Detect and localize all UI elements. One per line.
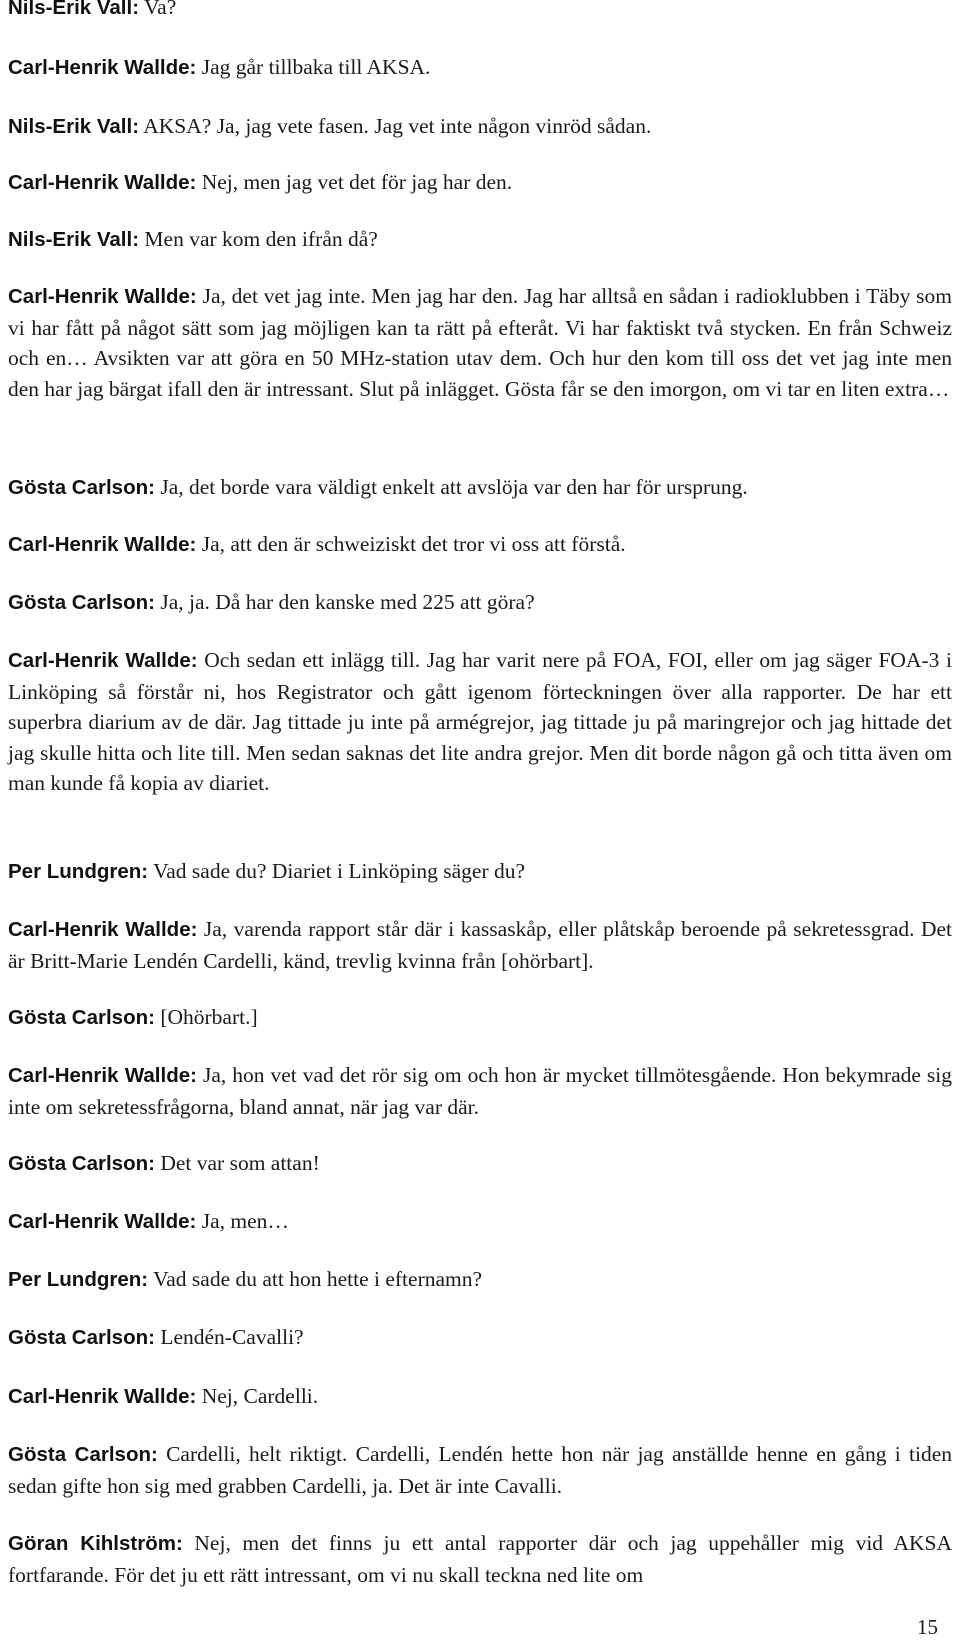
utterance-text: Och sedan ett inlägg till. Jag har varit nere på FOA, FOI, eller om jag säger FOA-3 i Linköping så förstår ni, hos Registrator och gått igenom förteckningen över alla rapporter. De har ett superbra diarium av de där. Jag tittade ju inte på armégrejor, jag tittade ju på maringrejor och jag hittade det jag skulle hitta och lite till. Men sedan saknas det lite andra grejor. Men dit borde någon gå och titta även om man kunde få kopia av diariet.	[8, 648, 952, 795]
transcript-entry	[8, 1439, 952, 1501]
speaker-name: Nils-Erik Vall:	[8, 0, 140, 19]
utterance-text: Vad sade du? Diariet i Linköping säger du?	[153, 859, 526, 883]
transcript-entry	[8, 1002, 952, 1034]
utterance-text: Nej, men det finns ju ett antal rapporter där och jag uppehåller mig vid AKSA fortfarande. För det ju ett rätt intressant, om vi nu skall teckna ned lite om	[8, 1531, 953, 1587]
speaker-name: Per Lundgren:	[8, 860, 149, 883]
utterance-text: Jag går tillbaka till AKSA.	[201, 55, 431, 79]
transcript-entry	[8, 1528, 952, 1590]
speaker-name: Carl-Henrik Wallde:	[8, 649, 198, 672]
utterance-text: Cardelli, helt riktigt. Cardelli, Lendén hette hon när jag anställde henne en gång i tiden sedan gifte hon sig med grabben Cardelli, ja. Det är inte Cavalli.	[8, 1442, 952, 1498]
transcript-entry	[8, 645, 952, 799]
utterance-text: Ja, att den är schweiziskt det tror vi oss att förstå.	[201, 532, 626, 556]
speaker-name: Carl-Henrik Wallde:	[8, 533, 197, 556]
utterance-text: Ja, varenda rapport står där i kassaskåp, eller plåtskåp beroende på sekretessgrad. Det är Britt-Marie Lendén Cardelli, känd, trevlig kvinna från [ohörbart].	[8, 917, 952, 973]
transcript-entry	[8, 529, 952, 561]
transcript-entry	[8, 914, 952, 976]
utterance-text: Lendén-Cavalli?	[160, 1325, 304, 1349]
transcript-entry	[8, 0, 952, 24]
speaker-name: Göran Kihlström:	[8, 1532, 183, 1555]
page-number: 15	[917, 1615, 938, 1639]
transcript-entry	[8, 52, 952, 84]
utterance-text: Ja, ja. Då har den kanske med 225 att göra?	[160, 590, 535, 614]
transcript-entry	[8, 1148, 952, 1180]
transcript-entry	[8, 1381, 952, 1413]
utterance-text: Det var som attan!	[160, 1151, 320, 1175]
utterance-text: Ja, det borde vara väldigt enkelt att avslöja var den har för ursprung.	[160, 475, 748, 499]
utterance-text: Va?	[144, 0, 177, 19]
speaker-name: Gösta Carlson:	[8, 1443, 158, 1466]
transcript-entry	[8, 111, 952, 143]
speaker-name: Carl-Henrik Wallde:	[8, 56, 197, 79]
transcript-entry	[8, 1322, 952, 1354]
speaker-name: Per Lundgren:	[8, 1268, 149, 1291]
speaker-name: Gösta Carlson:	[8, 591, 155, 614]
speaker-name: Carl-Henrik Wallde:	[8, 1210, 197, 1233]
speaker-name: Carl-Henrik Wallde:	[8, 171, 197, 194]
utterance-text: Ja, men…	[201, 1209, 289, 1233]
speaker-name: Carl-Henrik Wallde:	[8, 918, 198, 941]
utterance-text: AKSA? Ja, jag vete fasen. Jag vet inte någon vinröd sådan.	[143, 114, 652, 138]
speaker-name: Nils-Erik Vall:	[8, 228, 140, 251]
utterance-text: Ja, det vet jag inte. Men jag har den. Jag har alltså en sådan i radioklubben i Täby som vi har fått på något sätt som jag möjligen kan ta rätt på efteråt. Vi har faktiskt två stycken. En från Schweiz och en… Avsikten var att göra en 50 MHz-station utav dem. Och hur den kom till oss det vet jag inte men den har jag bärgat ifall den är intressant. Slut på inlägget. Gösta får se den imorgon, om vi tar en liten extra…	[8, 284, 952, 401]
transcript-entry	[8, 472, 952, 504]
utterance-text: [Ohörbart.]	[160, 1005, 258, 1029]
utterance-text: Men var kom den ifrån då?	[144, 227, 378, 251]
transcript-entry	[8, 167, 952, 199]
utterance-text: Nej, men jag vet det för jag har den.	[201, 170, 513, 194]
transcript-entry	[8, 1206, 952, 1238]
document-page	[8, 0, 952, 1647]
transcript-entry	[8, 587, 952, 619]
utterance-text: Ja, hon vet vad det rör sig om och hon är mycket tillmötesgående. Hon bekymrade sig inte om sekretessfrågorna, bland annat, när jag var där.	[8, 1063, 952, 1119]
speaker-name: Carl-Henrik Wallde:	[8, 1064, 197, 1087]
speaker-name: Gösta Carlson:	[8, 1326, 155, 1349]
speaker-name: Gösta Carlson:	[8, 476, 155, 499]
transcript-entry	[8, 281, 952, 404]
utterance-text: Vad sade du att hon hette i efternamn?	[153, 1267, 483, 1291]
transcript-entry	[8, 1264, 952, 1296]
transcript-entry	[8, 856, 952, 888]
speaker-name: Gösta Carlson:	[8, 1006, 155, 1029]
speaker-name: Nils-Erik Vall:	[8, 115, 140, 138]
speaker-name: Carl-Henrik Wallde:	[8, 1385, 197, 1408]
transcript-entry	[8, 1060, 952, 1122]
speaker-name: Gösta Carlson:	[8, 1152, 155, 1175]
utterance-text: Nej, Cardelli.	[201, 1384, 319, 1408]
speaker-name: Carl-Henrik Wallde:	[8, 285, 197, 308]
transcript-entry	[8, 224, 952, 256]
